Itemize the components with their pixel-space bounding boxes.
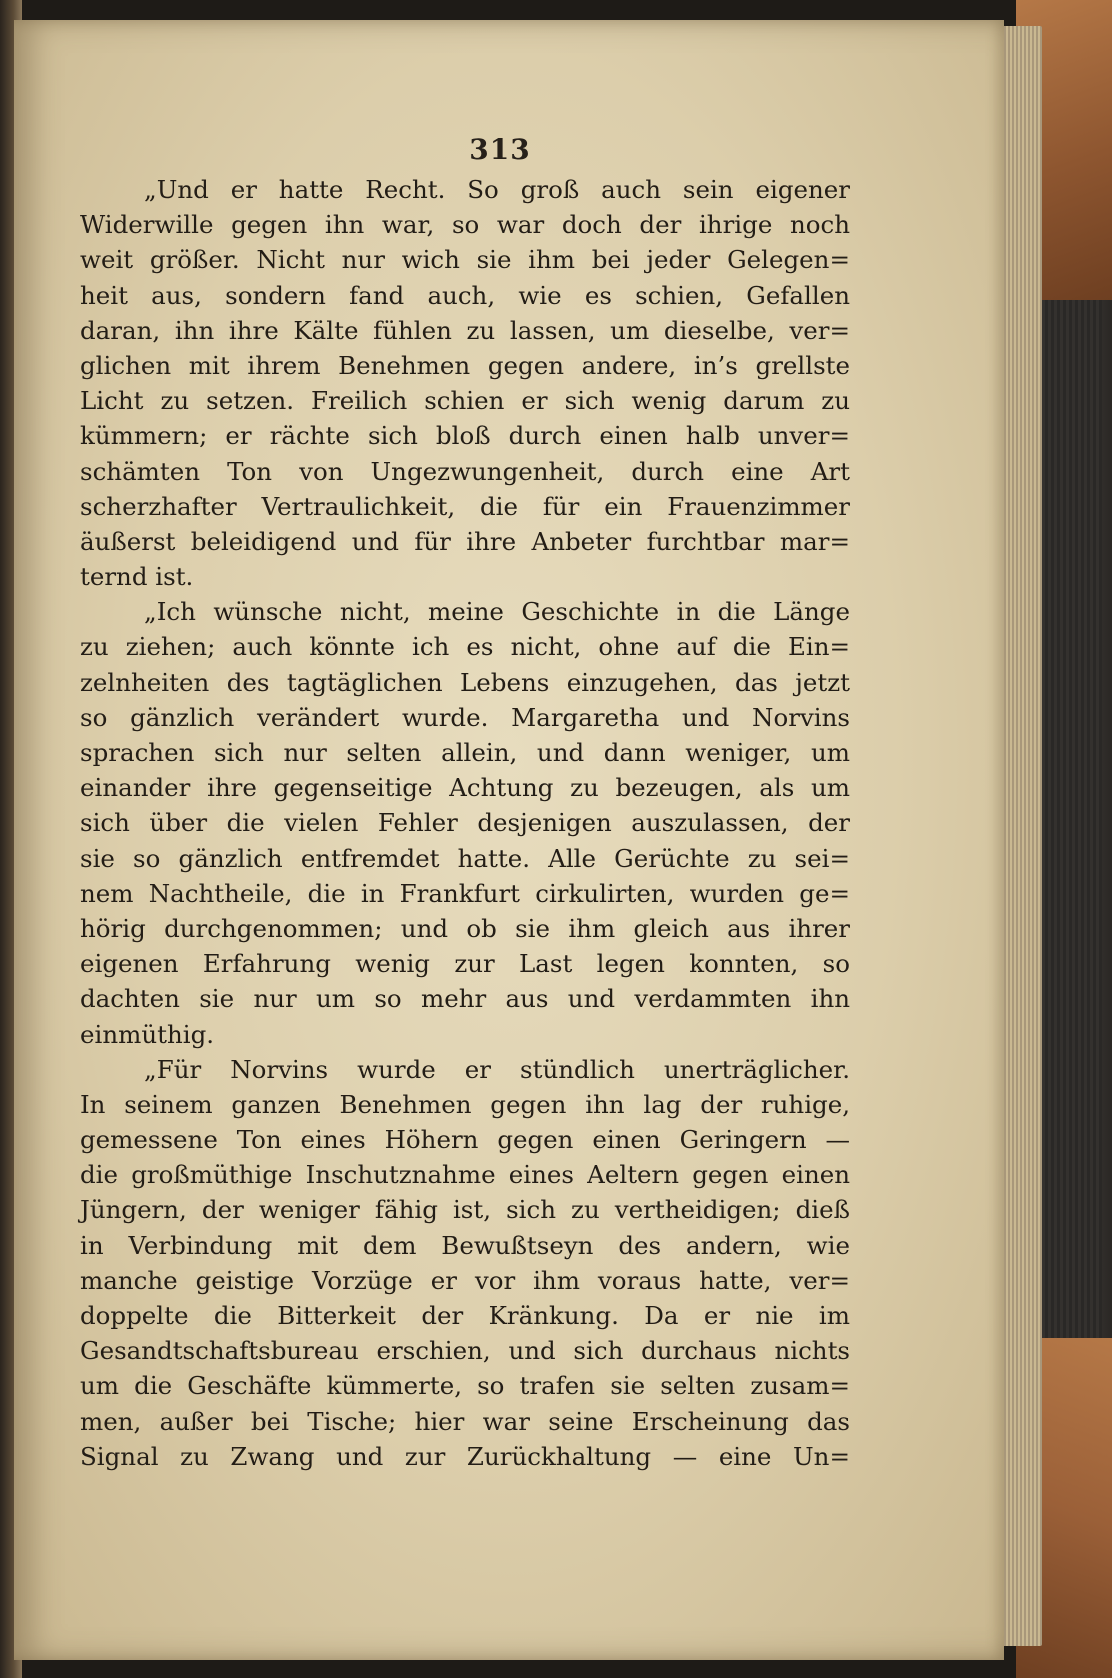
text-line: dachten sie nur um so mehr aus und verdammten ihn — [80, 984, 850, 1014]
text-line: sich über die vielen Fehler desjenigen auszulassen, der — [80, 808, 850, 838]
text-line: Licht zu setzen. Freilich schien er sich wenig darum zu — [80, 386, 850, 416]
text-line: sie so gänzlich entfremdet hatte. Alle Gerüchte zu sei= — [80, 843, 850, 873]
paper-page — [14, 20, 1004, 1660]
text-line: um die Geschäfte kümmerte, so trafen sie selten zusam= — [80, 1371, 850, 1401]
text-line: gemessene Ton eines Höhern gegen einen Geringern — — [80, 1125, 850, 1155]
text-line: daran, ihn ihre Kälte fühlen zu lassen, um dieselbe, ver= — [80, 315, 850, 345]
text-line: hörig durchgenommen; und ob sie ihm gleich aus ihrer — [80, 913, 850, 943]
text-line: „Für Norvins wurde er stündlich unerträglicher. — [144, 1054, 850, 1084]
text-line: heit aus, sondern fand auch, wie es schien, Gefallen — [80, 280, 850, 310]
text-line: Signal zu Zwang und zur Zurückhaltung — eine Un= — [80, 1441, 850, 1471]
cloth-cover — [1042, 300, 1102, 1338]
text-line: weit größer. Nicht nur wich sie ihm bei jeder Gelegen= — [80, 245, 850, 275]
body-text — [80, 172, 850, 1474]
text-line: „Ich wünsche nicht, meine Geschichte in die Länge — [144, 597, 850, 627]
text-line: einander ihre gegenseitige Achtung zu bezeugen, als um — [80, 773, 850, 803]
text-line: kümmern; er rächte sich bloß durch einen halb unver= — [80, 421, 850, 451]
text-line: ternd ist. — [80, 562, 194, 592]
text-line: nem Nachtheile, die in Frankfurt cirkulirten, wurden ge= — [80, 878, 850, 908]
text-line: glichen mit ihrem Benehmen gegen andere, in’s grellste — [80, 350, 850, 380]
text-line: einmüthig. — [80, 1019, 215, 1049]
text-line: In seinem ganzen Benehmen gegen ihn lag der ruhige, — [80, 1089, 850, 1119]
page-stack-edge — [1002, 26, 1042, 1646]
text-line: eigenen Erfahrung wenig zur Last legen konnten, so — [80, 949, 850, 979]
text-line: in Verbindung mit dem Bewußtseyn des andern, wie — [80, 1230, 850, 1260]
text-line: zelnheiten des tagtäglichen Lebens einzugehen, das jetzt — [80, 667, 850, 697]
text-line: äußerst beleidigend und für ihre Anbeter furchtbar mar= — [80, 526, 850, 556]
text-line: doppelte die Bitterkeit der Kränkung. Da er nie im — [80, 1301, 850, 1330]
text-line: zu ziehen; auch könnte ich es nicht, ohne auf die Ein= — [80, 632, 850, 662]
text-line: „Und er hatte Recht. So groß auch sein eigener — [144, 175, 850, 204]
text-line: scherzhafter Vertraulichkeit, die für ein Frauenzimmer — [80, 491, 850, 521]
text-line: Jüngern, der weniger fähig ist, sich zu vertheidigen; dieß — [80, 1195, 850, 1225]
text-line: schämten Ton von Ungezwungenheit, durch eine Art — [80, 456, 850, 486]
text-line: Widerwille gegen ihn war, so war doch der ihrige noch — [80, 210, 850, 240]
text-line: sprachen sich nur selten allein, und dann weniger, um — [80, 738, 850, 767]
text-line: manche geistige Vorzüge er vor ihm voraus hatte, ver= — [80, 1265, 850, 1295]
text-line: die großmüthige Inschutznahme eines Aeltern gegen einen — [80, 1160, 850, 1190]
page-number: 313 — [469, 133, 531, 166]
text-line: Gesandtschaftsbureau erschien, und sich durchaus nichts — [80, 1336, 850, 1366]
text-line: so gänzlich verändert wurde. Margaretha und Norvins — [80, 702, 850, 732]
text-line: men, außer bei Tische; hier war seine Erscheinung das — [80, 1406, 850, 1436]
